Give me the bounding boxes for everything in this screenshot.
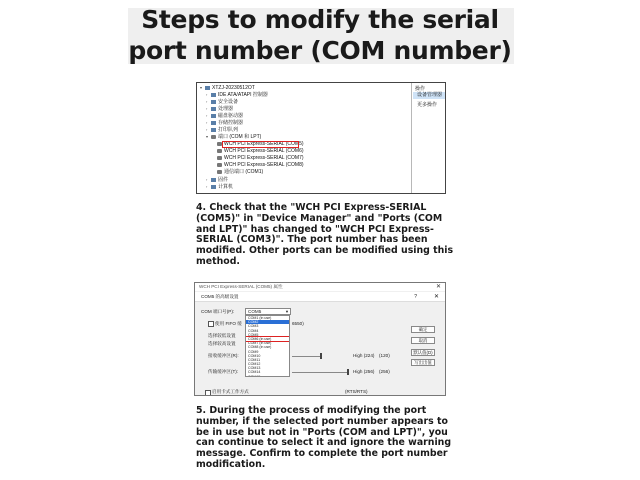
recv-buffer-thumb[interactable] bbox=[320, 353, 322, 359]
recv-high-label: 选择较高设置 bbox=[208, 341, 236, 346]
tree-row-security[interactable]: › 安全设备 bbox=[206, 99, 239, 105]
recv-buffer-slider[interactable] bbox=[292, 356, 322, 357]
ok-button[interactable]: 确定 bbox=[411, 326, 435, 333]
dropdown-option[interactable]: COM8 (in use) bbox=[248, 345, 272, 350]
fifo-label: 使用 FIFO 缓 bbox=[215, 321, 242, 326]
tree-row-com6[interactable]: WCH PCI Express-SERIAL (COM6) bbox=[217, 148, 304, 155]
page-title-line2: port number (COM number) bbox=[128, 36, 512, 65]
storage-icon bbox=[211, 121, 216, 125]
dropdown-option[interactable]: COM7 (in use) bbox=[248, 341, 272, 346]
printer-icon bbox=[211, 128, 216, 132]
tree-row-com1[interactable]: 通信端口 (COM1) bbox=[217, 169, 263, 176]
actions-more-item[interactable]: 更多操作 bbox=[417, 102, 438, 108]
cpu-icon bbox=[211, 107, 216, 111]
expand-icon[interactable]: › bbox=[206, 106, 208, 111]
highlight-box bbox=[222, 141, 299, 148]
device-icon bbox=[211, 185, 216, 189]
dropdown-option[interactable]: COM3 bbox=[248, 324, 259, 329]
tree-row-ide[interactable]: › IDE ATA/ATAPI 控制器 bbox=[206, 92, 268, 98]
dropdown-option-selected[interactable]: COM2 bbox=[246, 320, 289, 324]
expand-icon[interactable]: ▾ bbox=[200, 85, 203, 90]
tree-row-firmware[interactable]: › 固件 bbox=[206, 177, 229, 183]
com-port-select[interactable] bbox=[245, 308, 291, 315]
com-port-value: COM5 bbox=[248, 309, 262, 314]
dropdown-option[interactable]: COM12 bbox=[248, 362, 261, 367]
dropdown-option-highlighted[interactable]: COM6 (in use) bbox=[246, 337, 289, 341]
tree-row-computer[interactable]: ▾ XTZJ-20230512OT bbox=[200, 85, 255, 91]
dialog-title: COM5 的高级设置 bbox=[195, 292, 445, 302]
fifo-suffix: 6550) bbox=[292, 321, 304, 326]
tree-row-com5[interactable]: WCH PCI Express-SERIAL (COM5) bbox=[217, 141, 304, 148]
expand-icon[interactable]: › bbox=[206, 113, 208, 118]
expand-icon[interactable]: › bbox=[206, 120, 208, 125]
tree-row-ports[interactable]: ▾ 端口 (COM 和 LPT) bbox=[206, 134, 262, 140]
expand-icon[interactable]: › bbox=[206, 127, 208, 132]
port-icon bbox=[217, 149, 222, 153]
page-title-line1: Steps to modify the serial bbox=[141, 5, 499, 34]
tree-row-com7[interactable]: WCH PCI Express-SERIAL (COM7) bbox=[217, 155, 304, 162]
disk-icon bbox=[211, 114, 216, 118]
page-title bbox=[118, 4, 522, 66]
dialog-close-icon[interactable]: ✕ bbox=[433, 294, 439, 300]
cancel-button[interactable]: 取消 bbox=[411, 337, 435, 344]
chevron-down-icon: ▼ bbox=[285, 309, 289, 314]
com-settings-dialog bbox=[194, 282, 446, 396]
port-icon bbox=[217, 170, 222, 174]
expand-icon[interactable]: › bbox=[206, 99, 208, 104]
send-current-value: (256) bbox=[379, 369, 390, 374]
tree-row-com8[interactable]: WCH PCI Express-SERIAL (COM8) bbox=[217, 162, 304, 169]
tree-row-cpu[interactable]: › 处理器 bbox=[206, 106, 234, 112]
caption-step-4: 4. Check that the "WCH PCI Express-SERIAL (COM5)" in "Device Manager" and "Ports (COM and LPT)" has changed to "WCH PCI Express-SERIAL (COM3)". The port number has been modified. Other ports can be modified using this method. bbox=[196, 202, 454, 267]
actions-pane bbox=[413, 83, 445, 193]
close-icon[interactable]: ✕ bbox=[435, 284, 441, 290]
send-buffer-slider[interactable] bbox=[292, 372, 348, 373]
tree-row-storage[interactable]: › 存储控制器 bbox=[206, 120, 244, 126]
dropdown-option[interactable]: COM15 bbox=[248, 374, 261, 377]
dropdown-option[interactable]: COM4 bbox=[248, 328, 259, 333]
help-icon[interactable]: ? bbox=[414, 294, 417, 300]
send-buffer-label: 传输缓冲区(T): bbox=[208, 369, 239, 374]
tree-row-printer[interactable]: › 打印队列 bbox=[206, 127, 239, 133]
device-tree bbox=[197, 83, 412, 193]
computer-icon bbox=[205, 86, 210, 90]
dropdown-option[interactable]: COM9 bbox=[248, 349, 259, 354]
recv-high-value: High (224) bbox=[353, 353, 375, 358]
bottom-right-label: (RTS/RTS) bbox=[345, 389, 368, 394]
dropdown-option[interactable]: COM14 bbox=[248, 370, 261, 375]
recv-low-label: 选择较低设置 bbox=[208, 333, 236, 338]
com-port-dropdown-list[interactable] bbox=[245, 315, 290, 377]
collapse-icon[interactable]: ▾ bbox=[206, 134, 209, 139]
com-port-label: COM 端口号(P): bbox=[201, 309, 235, 314]
port-icon bbox=[211, 135, 216, 139]
properties-window-title: WCH PCI Express-SERIAL (COM5) 属性 bbox=[195, 283, 445, 291]
dropdown-option[interactable]: COM13 bbox=[248, 366, 261, 371]
actions-selected-item[interactable]: 设备管理器 bbox=[413, 92, 445, 99]
expand-icon[interactable]: › bbox=[206, 92, 208, 97]
security-icon bbox=[211, 100, 216, 104]
send-high-value: High (256) bbox=[353, 369, 375, 374]
actions-header: 操作 bbox=[415, 86, 426, 92]
expand-icon[interactable]: › bbox=[206, 177, 208, 182]
dropdown-option[interactable]: COM11 bbox=[248, 357, 261, 362]
bottom-checkbox[interactable] bbox=[205, 390, 211, 396]
fifo-checkbox[interactable] bbox=[208, 321, 214, 327]
recv-buffer-label: 接收缓冲区(R): bbox=[208, 353, 239, 358]
recv-current-value: (120) bbox=[379, 353, 390, 358]
caption-step-5: 5. During the process of modifying the port number, if the selected port number appears to be in use but not in "Ports (COM and LPT)", you can continue to select it and ignore the warning message. Confirm to complete the port number modification. bbox=[196, 405, 452, 470]
send-buffer-thumb[interactable] bbox=[347, 369, 349, 375]
expand-icon[interactable]: › bbox=[206, 184, 208, 189]
port-icon bbox=[217, 163, 222, 167]
bottom-check-label: 启用卡式工作方式 bbox=[212, 389, 249, 394]
tree-row-disk[interactable]: › 磁盘驱动器 bbox=[206, 113, 244, 119]
dropdown-option[interactable]: COM10 bbox=[248, 353, 261, 358]
port-icon bbox=[217, 156, 222, 160]
restore-button[interactable]: 写出出值 bbox=[411, 359, 435, 366]
firmware-icon bbox=[211, 178, 216, 182]
tree-row-device[interactable]: › 计算机 bbox=[206, 184, 234, 190]
device-manager-screenshot bbox=[196, 82, 446, 194]
defaults-button[interactable]: 默认值(D) bbox=[411, 349, 435, 356]
dropdown-option[interactable]: COM5 bbox=[248, 332, 259, 337]
dropdown-option[interactable]: COM1 (in use) bbox=[248, 316, 272, 320]
ide-icon bbox=[211, 93, 216, 97]
